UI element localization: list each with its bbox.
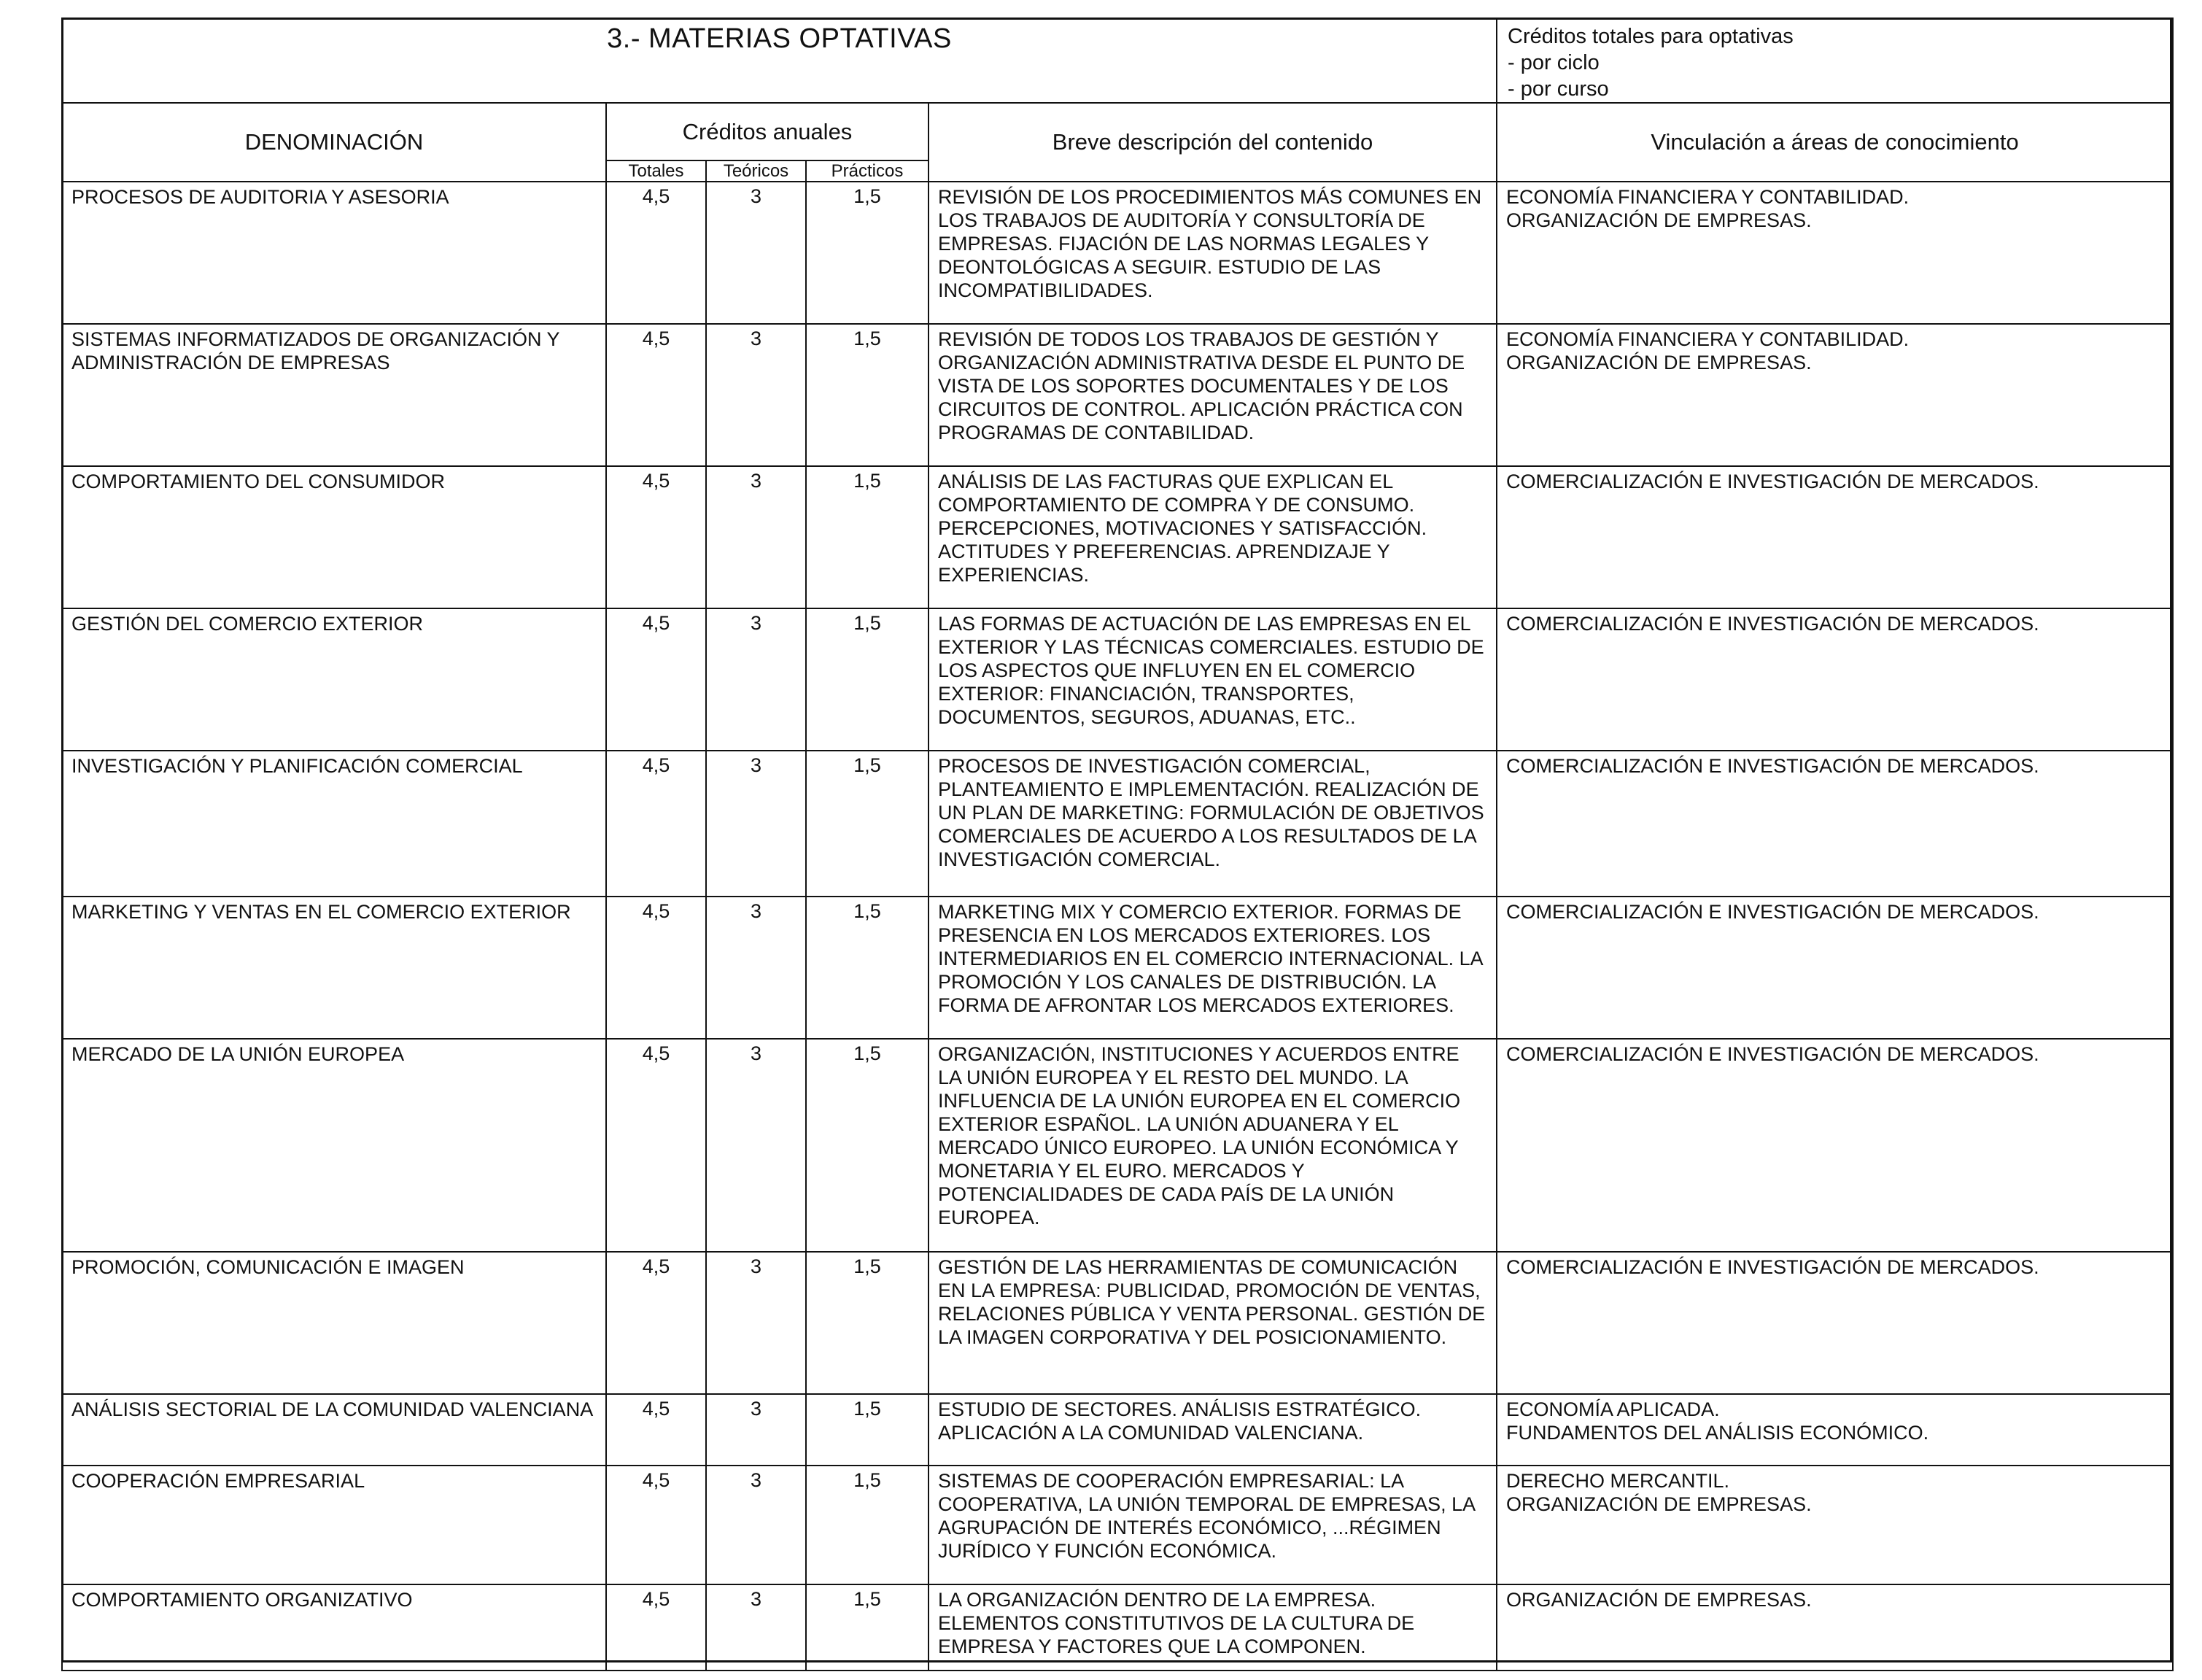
credits-theory: 3 [706,466,806,608]
subject-name: PROMOCIÓN, COMUNICACIÓN E IMAGEN [62,1252,606,1394]
table-row [62,1584,2173,1671]
subject-description: ANÁLISIS DE LAS FACTURAS QUE EXPLICAN EL COMPORTAMIENTO DE COMPRA Y DE CONSUMO. PERCEPCIONES, MOTIVACIONES Y SATISFACCIÓN. ACTITUDES Y PREFERENCIAS. APRENDIZAJE Y EXPERIENCIAS. [929,466,1497,608]
credits-theory: 3 [706,324,806,466]
credits-practice: 1,5 [806,1394,929,1466]
credits-totals: 4,5 [606,608,706,751]
credits-theory: 3 [706,1466,806,1584]
subject-name: PROCESOS DE AUDITORIA Y ASESORIA [62,182,606,324]
subject-name: INVESTIGACIÓN Y PLANIFICACIÓN COMERCIAL [62,751,606,897]
subject-name: MARKETING Y VENTAS EN EL COMERCIO EXTERIOR [62,897,606,1039]
header-totals: Totales [606,160,706,182]
table-row [62,1039,2173,1252]
table-row [62,1466,2173,1584]
credits-theory: 3 [706,608,806,751]
subject-name: COMPORTAMIENTO DEL CONSUMIDOR [62,466,606,608]
subject-description: LAS FORMAS DE ACTUACIÓN DE LAS EMPRESAS EN EL EXTERIOR Y LAS TÉCNICAS COMERCIALES. ESTUDIO DE LOS ASPECTOS QUE INFLUYEN EN EL COMERCIO EXTERIOR: FINANCIACIÓN, TRANSPORTES, DOCUMENTOS, SEGUROS, ADUANAS, ETC.. [929,608,1497,751]
header-description: Breve descripción del contenido [929,103,1497,182]
credits-practice: 1,5 [806,466,929,608]
header-credits: Créditos anuales [606,103,929,160]
credits-practice: 1,5 [806,182,929,324]
table-row [62,182,2173,324]
credits-totals: 4,5 [606,897,706,1039]
credits-theory: 3 [706,1039,806,1252]
total-credits-heading: Créditos totales para optativas [1508,25,1794,48]
subject-name: SISTEMAS INFORMATIZADOS DE ORGANIZACIÓN Y ADMINISTRACIÓN DE EMPRESAS [62,324,606,466]
credits-theory: 3 [706,1394,806,1466]
credits-practice: 1,5 [806,1466,929,1584]
subject-name: GESTIÓN DEL COMERCIO EXTERIOR [62,608,606,751]
credits-practice: 1,5 [806,751,929,897]
title-row [62,18,2173,103]
header-practice: Prácticos [806,160,929,182]
credits-practice: 1,5 [806,1584,929,1671]
subject-description: REVISIÓN DE TODOS LOS TRABAJOS DE GESTIÓN Y ORGANIZACIÓN ADMINISTRATIVA DESDE EL PUNTO DE VISTA DE LOS SOPORTES DOCUMENTALES Y DE LOS CIRCUITOS DE CONTROL. APLICACIÓN PRÁCTICA CON PROGRAMAS DE CONTABILIDAD. [929,324,1497,466]
knowledge-areas: COMERCIALIZACIÓN E INVESTIGACIÓN DE MERCADOS. [1497,897,2173,1039]
per-course-label: - por curso [1508,77,1609,101]
credits-totals: 4,5 [606,1252,706,1394]
per-cycle-label: - por ciclo [1508,51,1600,74]
header-name: DENOMINACIÓN [62,103,606,182]
subject-name: COMPORTAMIENTO ORGANIZATIVO [62,1584,606,1671]
header-theory: Teóricos [706,160,806,182]
credits-totals: 4,5 [606,751,706,897]
table-row [62,324,2173,466]
credits-totals: 4,5 [606,466,706,608]
knowledge-areas: ECONOMÍA FINANCIERA Y CONTABILIDAD. ORGANIZACIÓN DE EMPRESAS. [1497,324,2173,466]
knowledge-areas: COMERCIALIZACIÓN E INVESTIGACIÓN DE MERCADOS. [1497,1039,2173,1252]
subject-description: ESTUDIO DE SECTORES. ANÁLISIS ESTRATÉGICO. APLICACIÓN A LA COMUNIDAD VALENCIANA. [929,1394,1497,1466]
title-cell [62,18,1497,103]
knowledge-areas: ECONOMÍA APLICADA. FUNDAMENTOS DEL ANÁLISIS ECONÓMICO. [1497,1394,2173,1466]
subject-description: MARKETING MIX Y COMERCIO EXTERIOR. FORMAS DE PRESENCIA EN LOS MERCADOS EXTERIORES. LOS INTERMEDIARIOS EN EL COMERCIO INTERNACIONAL. LA PROMOCIÓN Y LOS CANALES DE DISTRIBUCIÓN. LA FORMA DE AFRONTAR LOS MERCADOS EXTERIORES. [929,897,1497,1039]
credits-theory: 3 [706,1584,806,1671]
credits-practice: 1,5 [806,897,929,1039]
credits-totals: 4,5 [606,324,706,466]
subject-name: ANÁLISIS SECTORIAL DE LA COMUNIDAD VALENCIANA [62,1394,606,1466]
header-areas: Vinculación a áreas de conocimiento [1497,103,2173,182]
credits-totals: 4,5 [606,1584,706,1671]
subject-name: COOPERACIÓN EMPRESARIAL [62,1466,606,1584]
knowledge-areas: COMERCIALIZACIÓN E INVESTIGACIÓN DE MERCADOS. [1497,466,2173,608]
credits-theory: 3 [706,897,806,1039]
credits-totals: 4,5 [606,1394,706,1466]
knowledge-areas: ECONOMÍA FINANCIERA Y CONTABILIDAD. ORGANIZACIÓN DE EMPRESAS. [1497,182,2173,324]
credits-practice: 1,5 [806,608,929,751]
credits-theory: 3 [706,751,806,897]
total-credits-box [1497,18,2173,103]
credits-totals: 4,5 [606,1466,706,1584]
credits-practice: 1,5 [806,1039,929,1252]
header-row [62,103,2173,160]
subject-description: ORGANIZACIÓN, INSTITUCIONES Y ACUERDOS ENTRE LA UNIÓN EUROPEA Y EL RESTO DEL MUNDO. LA INFLUENCIA DE LA UNIÓN EUROPEA EN EL COMERCIO EXTERIOR ESPAÑOL. LA UNIÓN ADUANERA Y EL MERCADO ÚNICO EUROPEO. LA UNIÓN ECONÓMICA Y MONETARIA Y EL EURO. MERCADOS Y POTENCIALIDADES DE CADA PAÍS DE LA UNIÓN EUROPEA. [929,1039,1497,1252]
subject-description: REVISIÓN DE LOS PROCEDIMIENTOS MÁS COMUNES EN LOS TRABAJOS DE AUDITORÍA Y CONSULTORÍA DE EMPRESAS. FIJACIÓN DE LAS NORMAS LEGALES Y DEONTOLÓGICAS A SEGUIR. ESTUDIO DE LAS INCOMPATIBILIDADES. [929,182,1497,324]
knowledge-areas: COMERCIALIZACIÓN E INVESTIGACIÓN DE MERCADOS. [1497,1252,2173,1394]
subject-description: SISTEMAS DE COOPERACIÓN EMPRESARIAL: LA COOPERATIVA, LA UNIÓN TEMPORAL DE EMPRESAS, LA AGRUPACIÓN DE INTERÉS ECONÓMICO, ...RÉGIMEN JURÍDICO Y FUNCIÓN ECONÓMICA. [929,1466,1497,1584]
table-row [62,751,2173,897]
table-row [62,1394,2173,1466]
subject-description: GESTIÓN DE LAS HERRAMIENTAS DE COMUNICACIÓN EN LA EMPRESA: PUBLICIDAD, PROMOCIÓN DE VENTAS, RELACIONES PÚBLICA Y VENTA PERSONAL. GESTIÓN DE LA IMAGEN CORPORATIVA Y DEL POSICIONAMIENTO. [929,1252,1497,1394]
subject-name: MERCADO DE LA UNIÓN EUROPEA [62,1039,606,1252]
optional-subjects-table [61,18,2174,1671]
subject-description: PROCESOS DE INVESTIGACIÓN COMERCIAL, PLANTEAMIENTO E IMPLEMENTACIÓN. REALIZACIÓN DE UN PLAN DE MARKETING: FORMULACIÓN DE OBJETIVOS COMERCIALES DE ACUERDO A LOS RESULTADOS DE LA INVESTIGACIÓN COMERCIAL. [929,751,1497,897]
credits-theory: 3 [706,182,806,324]
table-row [62,466,2173,608]
credits-totals: 4,5 [606,1039,706,1252]
knowledge-areas: ORGANIZACIÓN DE EMPRESAS. [1497,1584,2173,1671]
credits-theory: 3 [706,1252,806,1394]
credits-practice: 1,5 [806,1252,929,1394]
knowledge-areas: COMERCIALIZACIÓN E INVESTIGACIÓN DE MERCADOS. [1497,608,2173,751]
credits-totals: 4,5 [606,182,706,324]
table-row [62,608,2173,751]
table-row [62,1252,2173,1394]
knowledge-areas: COMERCIALIZACIÓN E INVESTIGACIÓN DE MERCADOS. [1497,751,2173,897]
credits-practice: 1,5 [806,324,929,466]
page-title: 3.- MATERIAS OPTATIVAS [607,23,952,54]
subject-description: LA ORGANIZACIÓN DENTRO DE LA EMPRESA. ELEMENTOS CONSTITUTIVOS DE LA CULTURA DE EMPRESA Y FACTORES QUE LA COMPONEN. [929,1584,1497,1671]
knowledge-areas: DERECHO MERCANTIL. ORGANIZACIÓN DE EMPRESAS. [1497,1466,2173,1584]
table-row [62,897,2173,1039]
